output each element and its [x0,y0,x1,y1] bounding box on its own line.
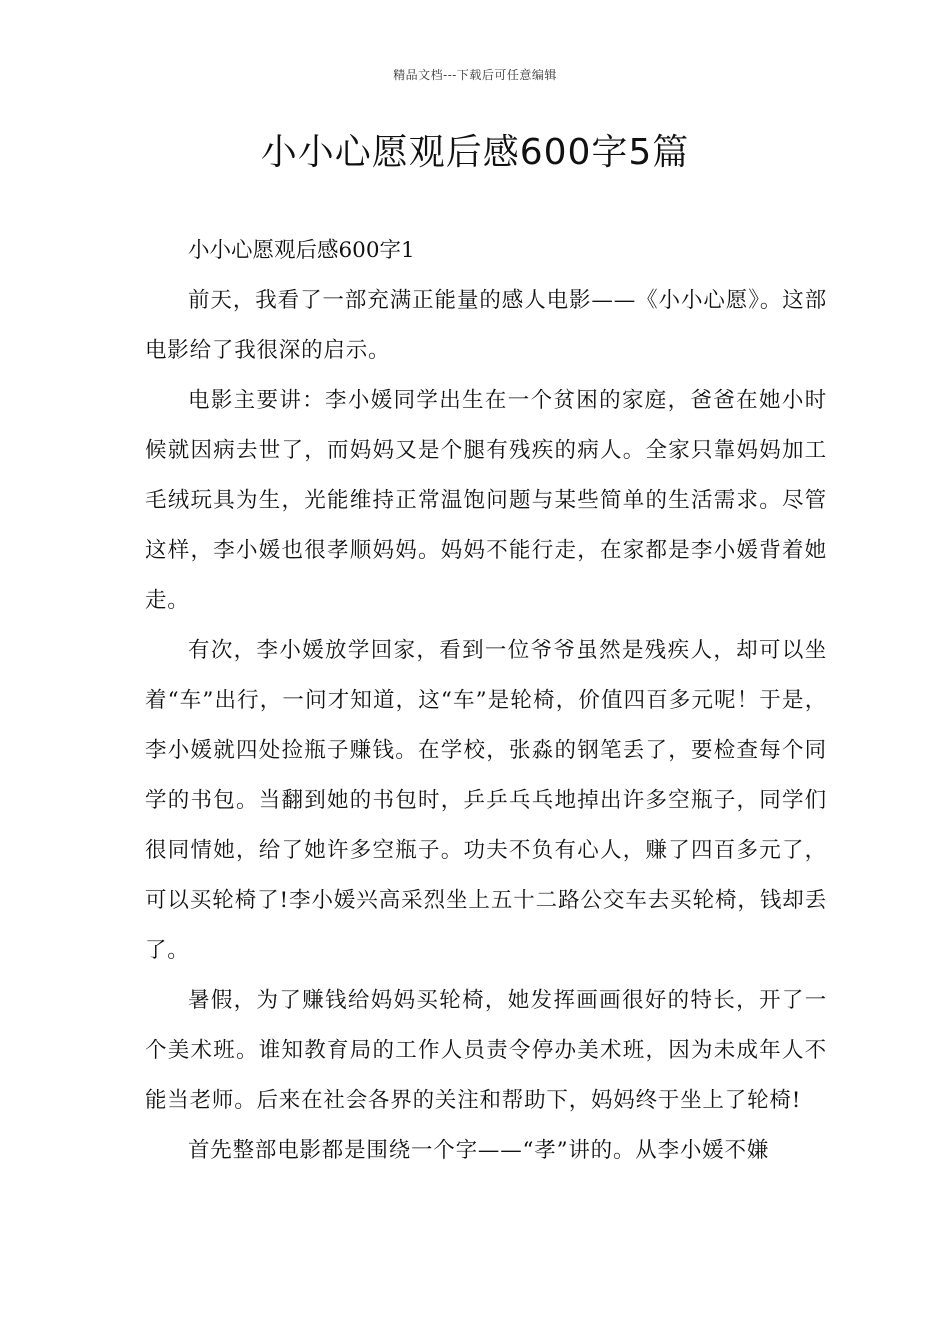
document-body [145,226,827,1176]
header-watermark: 精品文档---下载后可任意编辑 [393,68,557,82]
paragraph-5: 首先整部电影都是围绕一个字——“孝”讲的。从李小媛不嫌 [188,1138,770,1163]
paragraph-3: 有次，李小媛放学回家，看到一位爷爷虽然是残疾人，却可以坐着“车”出行，一问才知道，这“车”是轮椅，价值四百多元呢！于是，李小媛就四处捡瓶子赚钱。在学校，张淼的钢笔丢了，要检查每个同学的书包。当翻到她的书包时，乒乒乓乓地掉出许多空瓶子，同学们很同情她，给了她许多空瓶子。功夫不负有心人，赚了四百多元了，可以买轮椅了!李小媛兴高采烈坐上五十二路公交车去买轮椅，钱却丢了。 [145,638,827,963]
document-title: 小小心愿观后感600字5篇 [260,132,690,173]
section-heading: 小小心愿观后感600字1 [188,238,415,263]
paragraph-1: 前天，我看了一部充满正能量的感人电影——《小小心愿》。这部电影给了我很深的启示。 [145,288,827,363]
paragraph-2: 电影主要讲：李小媛同学出生在一个贫困的家庭，爸爸在她小时候就因病去世了，而妈妈又是个腿有残疾的病人。全家只靠妈妈加工毛绒玩具为生，光能维持正常温饱问题与某些简单的生活需求。尽管这样，李小媛也很孝顺妈妈。妈妈不能行走，在家都是李小媛背着她走。 [145,388,827,613]
paragraph-4: 暑假，为了赚钱给妈妈买轮椅，她发挥画画很好的特长，开了一个美术班。谁知教育局的工作人员责令停办美术班，因为未成年人不能当老师。后来在社会各界的关注和帮助下，妈妈终于坐上了轮椅! [145,988,827,1113]
